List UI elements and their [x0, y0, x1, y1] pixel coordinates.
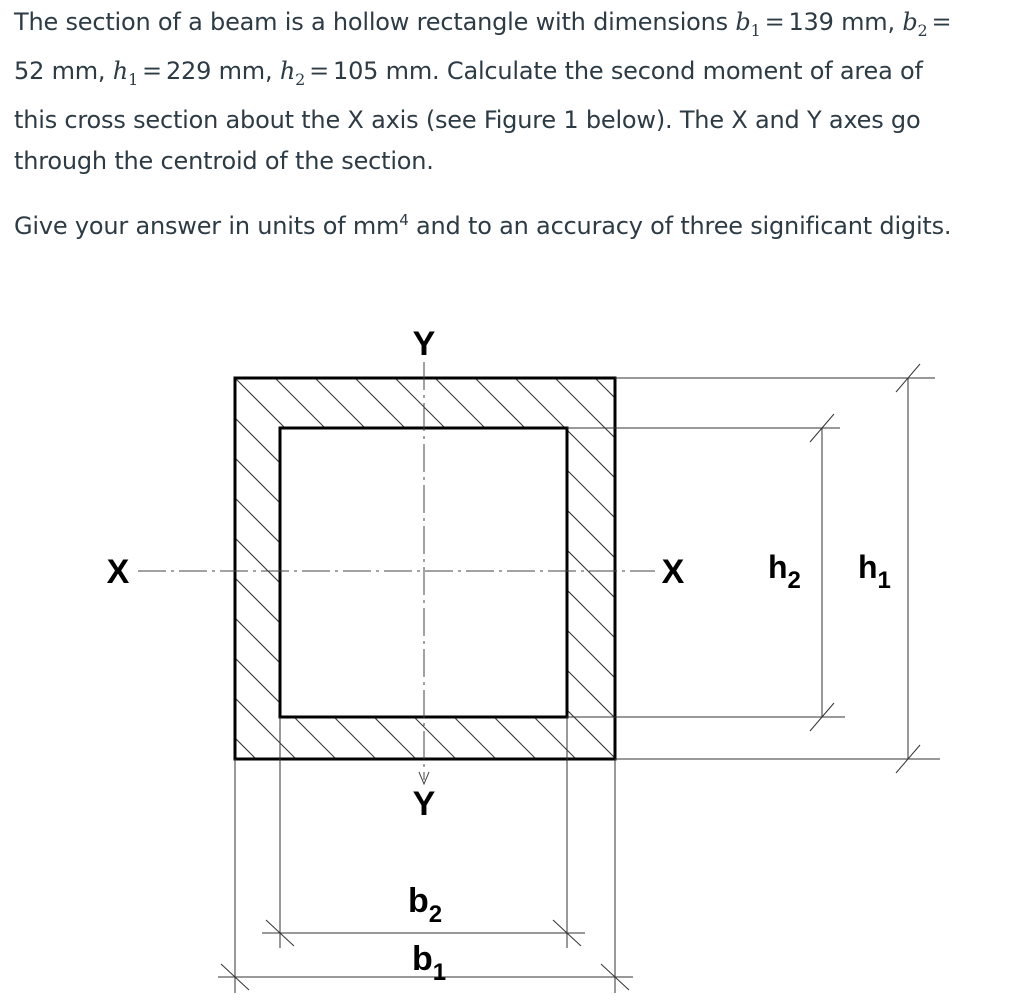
answer-text-1: Give your answer in units of mm	[14, 211, 400, 240]
h2-label: $h_2$	[768, 549, 801, 594]
task-text-2: this cross section about the X axis (see Figure 1 below). The X and Y axes go	[14, 105, 921, 134]
equals-sign: =	[309, 56, 330, 85]
h2-dimension	[567, 414, 845, 731]
h1-label: $h_1$	[858, 549, 891, 594]
equals-sign: =	[142, 56, 162, 85]
h2-symbol: $h_2$	[279, 56, 306, 89]
answer-exponent: 4	[399, 210, 409, 229]
b2-symbol: $b_2$	[902, 8, 928, 40]
h1-value: 229 mm,	[165, 56, 273, 85]
b2-label: $b_2$	[408, 882, 443, 928]
equals-sign: =	[931, 8, 952, 36]
b1-label: $b_1$	[412, 940, 447, 986]
b1-symbol: $b_1$	[735, 8, 761, 40]
h1-symbol: $h_1$	[112, 56, 139, 89]
x-axis-label-right: X	[661, 553, 685, 591]
b1-value: 139 mm,	[788, 8, 895, 36]
answer-text-2: and to an accuracy of three significant digits.	[408, 211, 952, 240]
task-text-3: through the centroid of the section.	[14, 146, 434, 175]
task-text-1: Calculate the second moment of area of	[446, 56, 923, 85]
h2-value: 105 mm.	[333, 56, 440, 85]
y-axis-label-bottom: Y	[412, 785, 436, 823]
b2-value: 52 mm,	[14, 56, 106, 85]
equals-sign: =	[764, 8, 785, 36]
y-axis-label-top: Y	[412, 325, 436, 363]
x-axis-label-left: X	[106, 553, 130, 591]
outer-rectangle	[235, 378, 615, 759]
intro-text: The section of a beam is a hollow rectangle with dimensions	[14, 8, 728, 36]
